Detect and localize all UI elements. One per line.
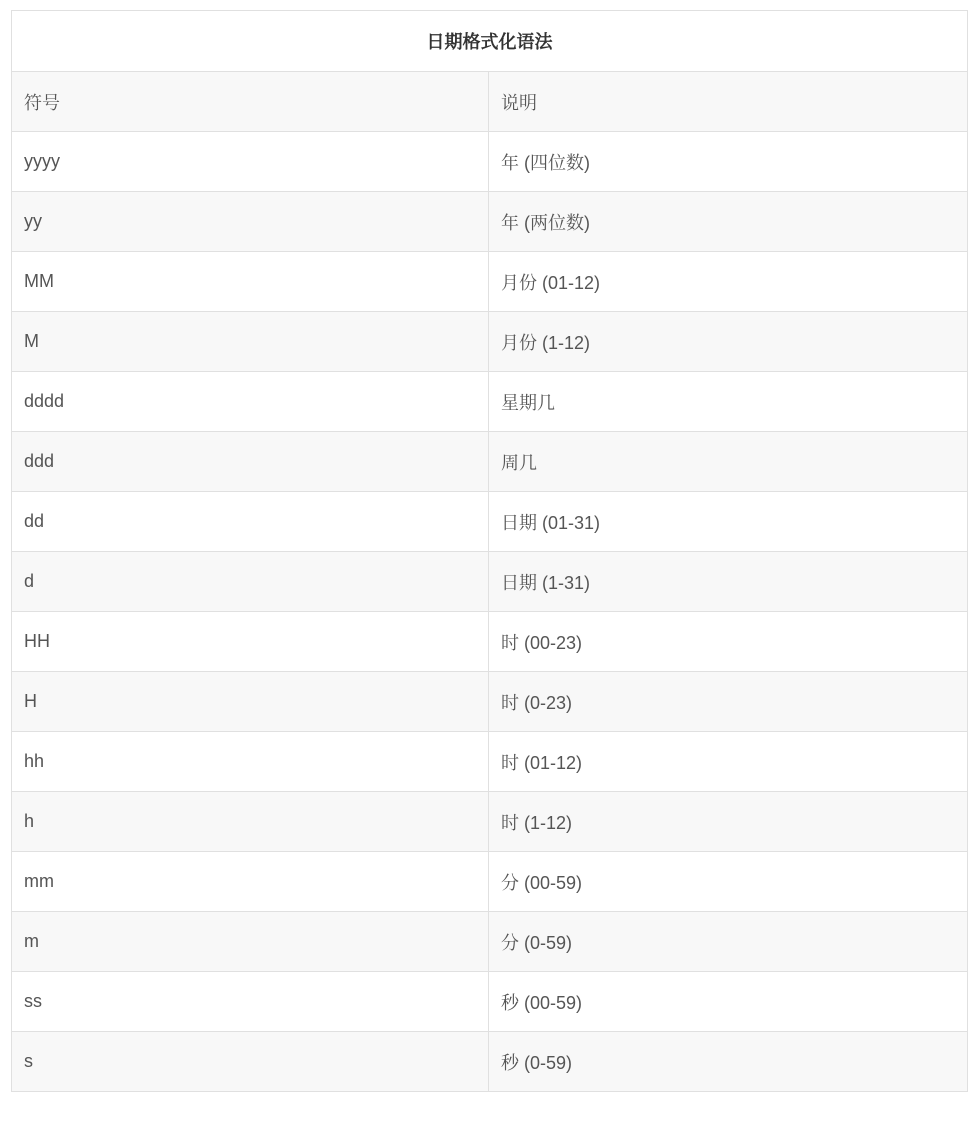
table-row <box>12 132 968 192</box>
table-row <box>12 732 968 792</box>
description-cell: 日期 (01-31) <box>489 492 968 552</box>
date-format-table-container <box>11 10 967 1092</box>
description-cell: 时 (0-23) <box>489 672 968 732</box>
table-row <box>12 492 968 552</box>
description-cell: 月份 (1-12) <box>489 312 968 372</box>
table-row <box>12 432 968 492</box>
description-cell: 星期几 <box>489 372 968 432</box>
table-row <box>12 552 968 612</box>
description-cell: 分 (0-59) <box>489 912 968 972</box>
symbol-cell: MM <box>12 252 489 312</box>
symbol-cell: yy <box>12 192 489 252</box>
table-title: 日期格式化语法 <box>12 11 968 72</box>
description-cell: 时 (01-12) <box>489 732 968 792</box>
symbol-cell: ddd <box>12 432 489 492</box>
description-cell: 秒 (0-59) <box>489 1032 968 1092</box>
symbol-cell: s <box>12 1032 489 1092</box>
symbol-cell: yyyy <box>12 132 489 192</box>
symbol-cell: M <box>12 312 489 372</box>
symbol-cell: h <box>12 792 489 852</box>
symbol-cell: hh <box>12 732 489 792</box>
description-cell: 秒 (00-59) <box>489 972 968 1032</box>
description-cell: 月份 (01-12) <box>489 252 968 312</box>
description-cell: 周几 <box>489 432 968 492</box>
header-symbol: 符号 <box>12 72 489 132</box>
description-cell: 时 (1-12) <box>489 792 968 852</box>
description-cell: 分 (00-59) <box>489 852 968 912</box>
table-row <box>12 612 968 672</box>
symbol-cell: dddd <box>12 372 489 432</box>
description-cell: 年 (四位数) <box>489 132 968 192</box>
description-cell: 时 (00-23) <box>489 612 968 672</box>
symbol-cell: mm <box>12 852 489 912</box>
table-row <box>12 852 968 912</box>
table-row <box>12 252 968 312</box>
table-row <box>12 912 968 972</box>
symbol-cell: d <box>12 552 489 612</box>
table-header-row <box>12 72 968 132</box>
table-title-row <box>12 11 968 72</box>
symbol-cell: dd <box>12 492 489 552</box>
symbol-cell: H <box>12 672 489 732</box>
date-format-table <box>11 10 968 1092</box>
table-row <box>12 192 968 252</box>
symbol-cell: m <box>12 912 489 972</box>
header-description: 说明 <box>489 72 968 132</box>
table-row <box>12 372 968 432</box>
symbol-cell: ss <box>12 972 489 1032</box>
table-body <box>12 72 968 1092</box>
description-cell: 年 (两位数) <box>489 192 968 252</box>
table-row <box>12 312 968 372</box>
description-cell: 日期 (1-31) <box>489 552 968 612</box>
table-row <box>12 972 968 1032</box>
table-row <box>12 672 968 732</box>
symbol-cell: HH <box>12 612 489 672</box>
table-row <box>12 1032 968 1092</box>
table-row <box>12 792 968 852</box>
